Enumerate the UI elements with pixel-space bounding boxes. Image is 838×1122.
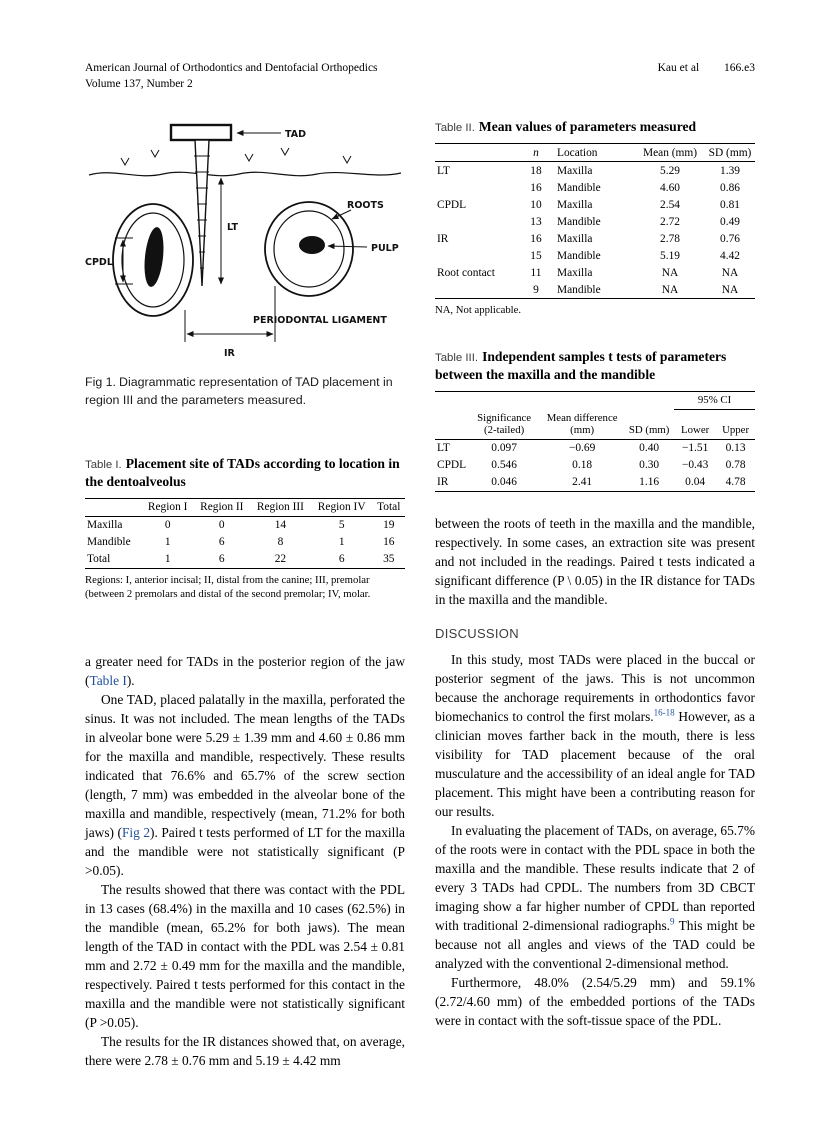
table-2-section (435, 118, 755, 317)
table-cell: 5.19 (660, 249, 680, 262)
table-cell: Maxilla (557, 232, 593, 245)
paragraph (435, 821, 755, 973)
table-row (435, 474, 755, 492)
table-row (435, 196, 755, 213)
table-cell (435, 281, 517, 299)
journal-volume: Volume 137, Number 2 (85, 78, 193, 91)
table-cell: 0.76 (720, 232, 740, 245)
column-header: Region III (250, 498, 311, 516)
table-1-title: Placement site of TADs according to location in the dentoalveolus (85, 455, 400, 489)
table-cell: 0.86 (720, 181, 740, 194)
column-header: n (517, 144, 555, 162)
ir-dimension (185, 286, 275, 342)
figure-1-caption-label: Fig 1. (85, 375, 116, 390)
column-header: Mean (mm) (635, 144, 705, 162)
table-3-caption (435, 348, 755, 384)
table-cell: 13 (530, 215, 542, 228)
table-cell (435, 247, 517, 264)
table-row (435, 179, 755, 196)
roots-label: ROOTS (347, 200, 384, 212)
table-cell: Mandible (557, 181, 601, 194)
table-cell: 0.546 (491, 459, 517, 472)
table-1-section (85, 455, 405, 602)
table-cell: 0.046 (491, 476, 517, 489)
table-row (85, 551, 405, 569)
figure-1 (85, 118, 405, 409)
text-run: One TAD, placed palatally in the maxilla, perforated the sinus. It was not included. The mean lengths of the TADs in alveolar bone were 5.29 ± 1.39 mm and 4.60 ± 0.86 mm for the maxilla and mandible, respectively. These results indicated that 76.6% and 65.7% of the screw section (length, 7 mm) was embedded in the alveolar bone of the maxilla and mandible, respectively (mean, 71.2% for both jaws) ( (85, 691, 405, 840)
table-1-link[interactable]: Table I (89, 672, 127, 688)
table-cell: Root contact (437, 266, 495, 279)
table-3-label: Table III. (435, 351, 479, 364)
table-2-caption (435, 118, 755, 136)
paragraph (85, 690, 405, 880)
gingiva-line (89, 148, 401, 176)
left-column-text (85, 652, 405, 1070)
table-cell: 0.40 (639, 442, 660, 455)
table-cell: 16 (530, 232, 542, 245)
table-cell: Maxilla (87, 519, 123, 532)
paragraph (85, 652, 405, 690)
column-header: Upper (716, 409, 755, 439)
table-cell: 8 (277, 536, 284, 549)
citation-info (636, 60, 755, 92)
journal-name: American Journal of Orthodontics and Dentofacial Orthopedics (85, 62, 378, 74)
text-run: a greater need for TADs in the posterior region of the jaw ( (85, 653, 405, 688)
table-cell: 0.097 (491, 442, 517, 455)
tad-label: TAD (285, 129, 306, 141)
column-header: SD (mm) (624, 409, 674, 439)
table-cell: Maxilla (557, 266, 593, 279)
table-cell: 19 (383, 519, 395, 532)
table-cell: 1.16 (639, 476, 660, 489)
table-3-section (435, 348, 755, 492)
table-cell: 15 (530, 249, 542, 262)
page-header (85, 60, 755, 92)
ci-group-header: 95% CI (674, 391, 755, 409)
tad-head (171, 125, 231, 140)
right-column-text (435, 514, 755, 1030)
table-3 (435, 391, 755, 492)
table-cell: 0.30 (639, 459, 660, 472)
table-cell: LT (437, 164, 450, 177)
discussion-heading: DISCUSSION (435, 625, 519, 641)
table-cell: 0.78 (725, 459, 746, 472)
table-row (435, 264, 755, 281)
table-cell: 10 (530, 198, 542, 211)
table-cell: 16 (530, 181, 542, 194)
table-1-caption (85, 455, 405, 491)
table-cell: −0.69 (568, 442, 596, 455)
table-cell: 18 (530, 164, 542, 177)
table-cell: IR (437, 476, 449, 489)
table-cell: −1.51 (681, 442, 709, 455)
table-1 (85, 498, 405, 569)
table-2-title: Mean values of parameters measured (478, 119, 697, 135)
column-header (435, 409, 468, 439)
table-cell: 4.60 (660, 181, 680, 194)
table-row (435, 162, 755, 180)
two-column-layout (85, 118, 755, 1070)
table-cell: 1 (164, 553, 171, 566)
lt-label: LT (227, 222, 238, 234)
table-1-footnote: Regions: I, anterior incisal; II, distal from the canine; III, premolar (between 2 premolars and distal of the second premolar; IV, molar. (85, 573, 371, 601)
table-row (435, 439, 755, 457)
table-cell: 0 (218, 519, 225, 532)
table-cell: 6 (218, 536, 225, 549)
column-header: Region IV (311, 498, 373, 516)
left-column (85, 118, 405, 1070)
table-cell: 35 (383, 553, 395, 566)
table-cell: IR (437, 232, 449, 245)
table-cell: −0.43 (681, 459, 709, 472)
column-header: Lower (674, 409, 716, 439)
figure-1-caption-text: Diagrammatic representation of TAD placement in region III and the parameters measured. (85, 375, 393, 407)
pulp-label: PULP (371, 243, 399, 255)
table-cell: 14 (274, 519, 287, 532)
reference-link-16-18[interactable]: 16-18 (653, 707, 675, 718)
table-2 (435, 143, 755, 299)
table-cell: Total (87, 553, 111, 566)
page-number: 166.e3 (724, 62, 755, 74)
table-cell: 0.81 (720, 198, 740, 211)
table-cell: 0 (164, 519, 171, 532)
text-run: In evaluating the placement of TADs, on average, 65.7% of the roots were in contact with the PDL space in both the maxilla and the mandible. These results indicate that 2 of every 3 TADs had CPDL. The numbers from 3D CBCT imaging show a far higher number of CPDL than reported with traditional 2-dimensional radiographs. (435, 822, 755, 933)
table-cell: 0.18 (572, 459, 593, 472)
table-cell: NA (721, 266, 739, 279)
table-cell: NA (661, 266, 679, 279)
table-cell: 22 (274, 553, 287, 566)
text-run: This might be because not all angles and views of the TAD could be analyzed with the conventional 2-dimensional method. (435, 917, 755, 971)
column-header: SD (mm) (705, 144, 755, 162)
table-cell: 5.29 (660, 164, 680, 177)
paragraph: Furthermore, 48.0% (2.54/5.29 mm) and 59.1% (2.72/4.60 mm) of the embedded portions of the TADs were in contact with the soft-tissue space of the PDL. (435, 974, 755, 1028)
reference-link-9[interactable]: 9 (670, 916, 675, 927)
table-2-footnote: NA, Not applicable. (435, 304, 522, 317)
table-cell: 9 (533, 283, 539, 296)
column-header (435, 144, 517, 162)
table-cell: 4.42 (720, 249, 740, 262)
table-cell: 1.39 (720, 164, 740, 177)
table-cell: Mandible (87, 536, 131, 549)
table-row (435, 213, 755, 230)
text-run: ). Paired t tests performed of LT for the maxilla and the mandible were not statistically significant (P >0.05). (85, 824, 405, 878)
tad-screw (195, 140, 209, 286)
table-cell: NA (661, 283, 679, 296)
column-header (435, 391, 674, 409)
table-2-label: Table II. (435, 122, 475, 135)
column-header: Mean difference (mm) (540, 409, 624, 439)
journal-info (85, 60, 378, 92)
table-cell (435, 213, 517, 230)
table-cell: CPDL (437, 198, 467, 211)
right-column (435, 118, 755, 1070)
column-header (85, 498, 142, 516)
paragraph: The results showed that there was contact with the PDL in 13 cases (68.4%) in the maxilla and 10 cases (62.5%) in the mandible (mean, 65.2% for both jaws). The mean length of the TAD in contact with the PDL was 2.54 ± 0.81 mm and 2.72 ± 0.49 mm for the maxilla and the mandible, respectively. Paired t tests performed for this contact in the maxilla and the mandible were not statistically significant (P >0.05). (85, 881, 405, 1030)
paragraph: The results for the IR distances showed that, on average, there were 2.78 ± 0.76 mm and 5.19 ± 4.42 mm (85, 1033, 405, 1068)
table-row (435, 281, 755, 299)
table-cell: 2.78 (660, 232, 680, 245)
figure-1-caption (85, 374, 405, 409)
table-cell (435, 179, 517, 196)
tad-diagram (85, 118, 405, 360)
ir-label: IR (224, 348, 235, 360)
table-cell: Maxilla (557, 164, 593, 177)
table-cell: LT (437, 442, 450, 455)
table-cell: Mandible (557, 283, 601, 296)
paragraph (435, 650, 755, 821)
table-cell: 16 (383, 536, 395, 549)
citation-authors: Kau et al (657, 62, 700, 74)
table-cell: 1 (164, 536, 171, 549)
periodontal-ligament-label: PERIODONTAL LIGAMENT (253, 315, 387, 327)
column-header: Total (373, 498, 405, 516)
table-cell: 1 (338, 536, 345, 549)
table-3-title: Independent samples t tests of parameters between the maxilla and the mandible (435, 348, 727, 382)
cpdl-label: CPDL (85, 257, 113, 269)
table-cell: 2.72 (660, 215, 680, 228)
table-cell: 5 (338, 519, 345, 532)
text-run: However, as a clinician moves farther back in the mouth, there is less visibility for TAD placement because of the oral musculature and the accessibility of an ideal angle for TAD placement. This might have been a contributing reason for our results. (435, 708, 755, 819)
table-cell: 6 (338, 553, 345, 566)
table-cell: NA (721, 283, 739, 296)
table-cell: CPDL (437, 459, 467, 472)
table-cell: 2.41 (572, 476, 593, 489)
table-cell: 2.54 (660, 198, 680, 211)
table-cell: Maxilla (557, 198, 593, 211)
table-cell: 0.04 (685, 476, 706, 489)
left-tooth-cross-section (113, 204, 193, 316)
text-run: ). (126, 672, 135, 688)
table-row (435, 247, 755, 264)
table-cell: 0.13 (725, 442, 746, 455)
figure-2-link[interactable]: Fig 2 (121, 824, 151, 840)
column-header: Region I (142, 498, 194, 516)
table-cell: Mandible (557, 249, 601, 262)
text-run: In this study, most TADs were placed in the buccal or posterior segment of the jaws. This is not uncommon because the anchorage requirements in orthodontics favor biomechanics to control the first molars. (435, 651, 755, 724)
column-header: Region II (194, 498, 250, 516)
table-cell: 11 (530, 266, 542, 279)
table-row (85, 516, 405, 534)
table-cell: 6 (218, 553, 225, 566)
table-cell: Mandible (557, 215, 601, 228)
table-row (85, 534, 405, 551)
table-cell: 0.49 (720, 215, 740, 228)
table-cell: 4.78 (725, 476, 746, 489)
table-row (435, 457, 755, 474)
right-tooth-cross-section (265, 202, 353, 296)
column-header: Significance (2-tailed) (468, 409, 540, 439)
column-header: Location (555, 144, 635, 162)
paragraph: between the roots of teeth in the maxilla and the mandible, respectively. In some cases, an extraction site was present and not included in the readings. Paired t tests indicated a significant difference (P \ 0.05) in the IR distance for TADs in the maxilla and the mandible. (435, 515, 755, 607)
table-1-label: Table I. (85, 458, 122, 471)
table-row (435, 230, 755, 247)
